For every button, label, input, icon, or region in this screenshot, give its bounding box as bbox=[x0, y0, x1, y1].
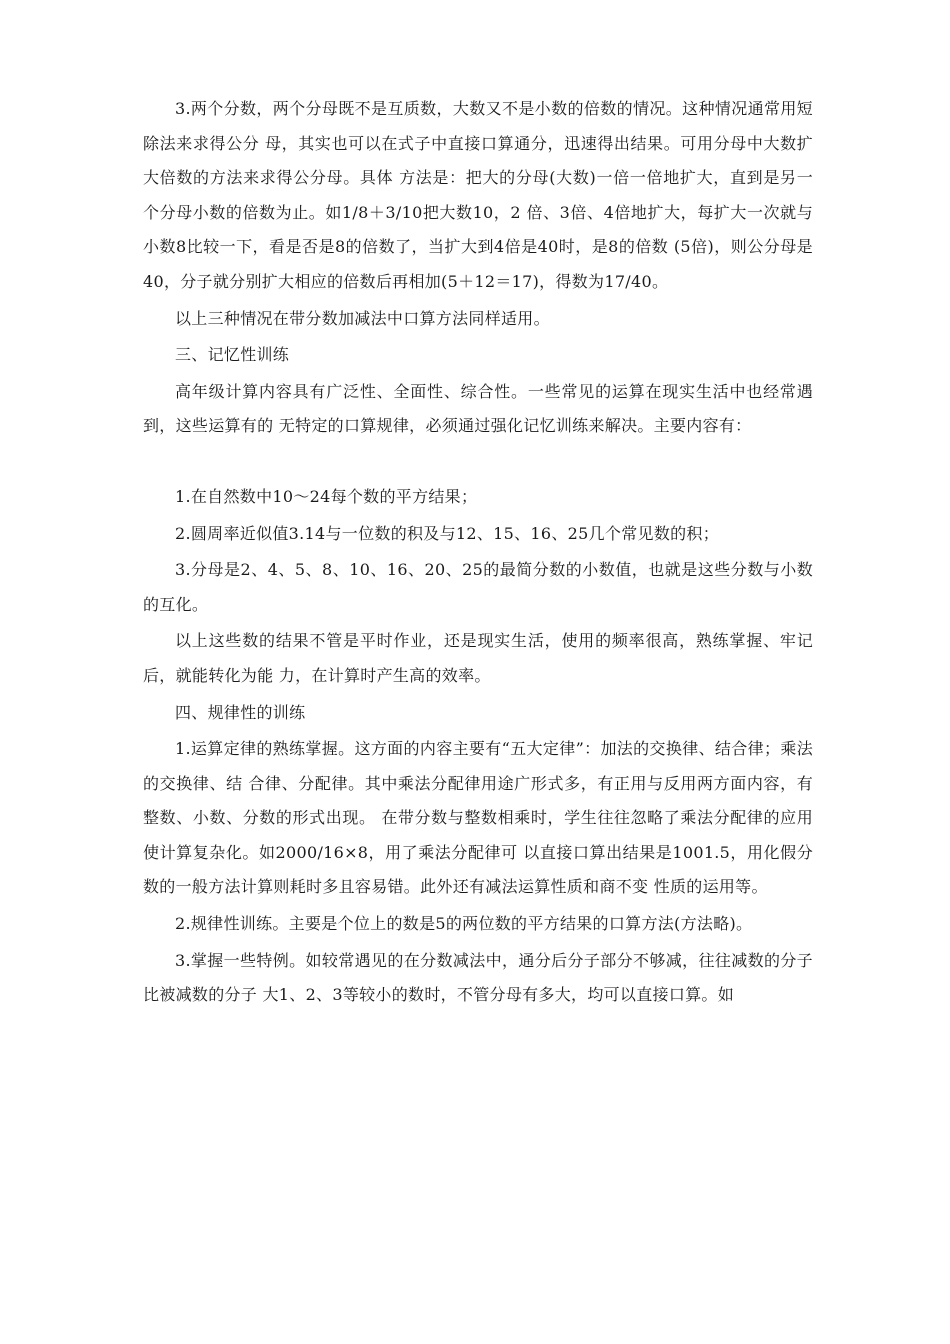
paragraph-fraction-method-3: 3.两个分数，两个分母既不是互质数，大数又不是小数的倍数的情况。这种情况通常用短除法来求得公分 母，其实也可以在式子中直接口算通分，迅速得出结果。可用分母中大数扩大倍数的方法来求得公分母。具体 方法是：把大的分母(大数)一倍一倍地扩大，直到是另一个分母小数的倍数为止。如1/8＋3/10把大数10，2 倍、3倍、4倍地扩大，每扩大一次就与小数8比较一下，看是否是8的倍数了，当扩大到4倍是40时，是8的倍数 (5倍)，则公分母是40，分子就分别扩大相应的倍数后再相加(5＋12＝17)，得数为17/40。 bbox=[143, 99, 813, 291]
list-item-squares: 1.在自然数中10～24每个数的平方结果； bbox=[175, 486, 478, 506]
paragraph-pattern-squares: 2.规律性训练。主要是个位上的数是5的两位数的平方结果的口算方法(方法略)。 bbox=[175, 914, 753, 934]
paragraph-special-cases: 3.掌握一些特例。如较常遇见的在分数减法中，通分后分子部分不够减，往往减数的分子比被减数的分子 大1、2、3等较小的数时，不管分母有多大，均可以直接口算。如 bbox=[143, 950, 813, 1005]
document-body bbox=[143, 92, 813, 1015]
section-heading-memory-training: 三、记忆性训练 bbox=[175, 345, 290, 365]
paragraph-operation-laws: 1.运算定律的熟练掌握。这方面的内容主要有“五大定律”：加法的交换律、结合律；乘法的交换律、结 合律、分配律。其中乘法分配律用途广形式多，有正用与反用两方面内容，有整数、小数、分数的形式出现。 在带分数与整数相乘时，学生往往忽略了乘法分配律的应用使计算复杂化。如2000/16×8，用了乘法分配律可 以直接口算出结果是1001.5，用化假分数的一般方法计算则耗时多且容易错。此外还有减法运算性质和商不变 性质的运用等。 bbox=[143, 739, 813, 897]
paragraph-memory-intro: 高年级计算内容具有广泛性、全面性、综合性。一些常见的运算在现实生活中也经常遇到，这些运算有的 无特定的口算规律，必须通过强化记忆训练来解决。主要内容有： bbox=[143, 381, 813, 436]
section-heading-pattern-training: 四、规律性的训练 bbox=[175, 702, 306, 722]
paragraph-mixed-number-note: 以上三种情况在带分数加减法中口算方法同样适用。 bbox=[175, 308, 550, 328]
list-item-pi-products: 2.圆周率近似值3.14与一位数的积及与12、15、16、25几个常见数的积； bbox=[175, 523, 720, 543]
list-item-fraction-decimals: 3.分母是2、4、5、8、10、16、20、25的最简分数的小数值，也就是这些分数与小数的互化。 bbox=[143, 560, 813, 614]
paragraph-memory-summary: 以上这些数的结果不管是平时作业，还是现实生活，使用的频率很高，熟练掌握、牢记后，就能转化为能 力，在计算时产生高的效率。 bbox=[143, 631, 813, 685]
